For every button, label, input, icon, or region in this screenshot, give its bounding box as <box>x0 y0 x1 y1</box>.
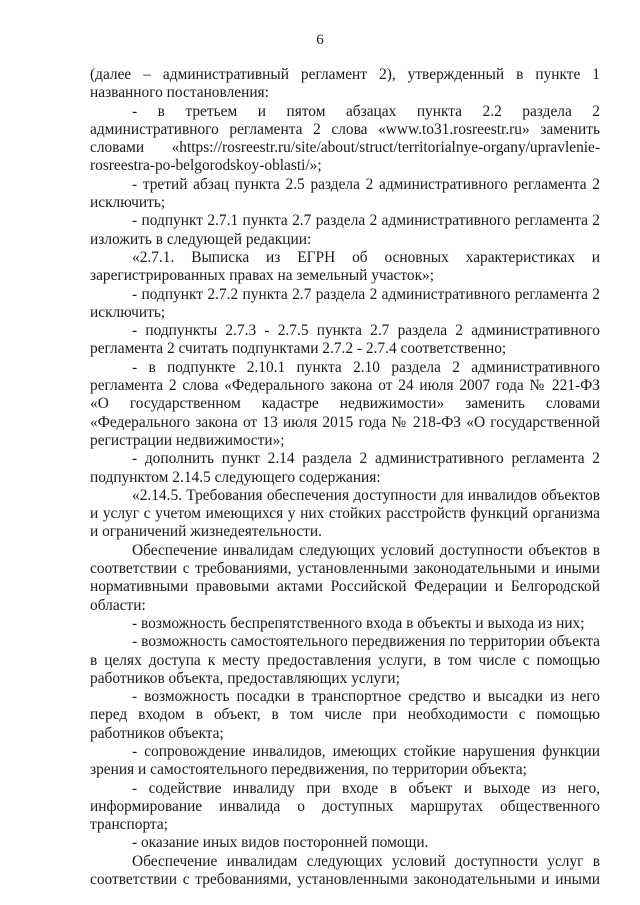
text-line: - оказание иных видов посторонней помощи. <box>132 834 429 852</box>
text-line: «2.14.5. Требования обеспечения доступности для инвалидов объектов <box>132 486 600 504</box>
text-line: - подпункт 2.7.1 пункта 2.7 раздела 2 административного регламента 2 <box>132 212 600 230</box>
text-line: в целях доступа к месту предоставления услуги, в том числе с помощью <box>90 651 600 669</box>
text-line: - подпункт 2.7.2 пункта 2.7 раздела 2 административного регламента 2 <box>132 285 600 303</box>
text-line: - содействие инвалиду при входе в объект и выходе из него, <box>132 779 600 797</box>
text-line: - возможность посадки в транспортное средство и высадки из него <box>132 688 600 706</box>
text-line: (далее – административный регламент 2), утвержденный в пункте 1 <box>90 66 600 83</box>
text-line: работников объекта, предоставляющих услуги; <box>90 669 400 687</box>
text-line: и услуг с учетом имеющихся у них стойких расстройств функций организма <box>90 505 600 523</box>
text-line: «О государственном кадастре недвижимости» заменить словами <box>90 395 600 413</box>
text-line: - третий абзац пункта 2.5 раздела 2 административного регламента 2 <box>132 175 600 193</box>
text-line: «Федерального закона от 13 июля 2015 года № 218-ФЗ «О государственной <box>90 413 600 431</box>
text-line: - дополнить пункт 2.14 раздела 2 административного регламента 2 <box>132 450 600 468</box>
text-line: изложить в следующей редакции: <box>90 230 312 248</box>
text-line: регламента 2 считать подпунктами 2.7.2 - 2.7.4 соответственно; <box>90 340 507 358</box>
text-line: - возможность беспрепятственного входа в объекты и выхода из них; <box>132 614 585 632</box>
document-body <box>90 66 600 889</box>
text-line: исключить; <box>90 303 166 321</box>
text-line: информирование инвалида о доступных маршрутах общественного <box>90 797 600 815</box>
text-line: Обеспечение инвалидам следующих условий доступности объектов в <box>132 541 600 559</box>
text-line: зрения и самостоятельного передвижения, по территории объекта; <box>90 761 527 779</box>
text-line: регламента 2 слова «Федерального закона от 24 июля 2007 года № 221-ФЗ <box>90 377 600 395</box>
text-line: работников объекта; <box>90 724 224 742</box>
text-line: названного постановления: <box>90 84 269 102</box>
text-line: области: <box>90 596 146 614</box>
text-line: перед входом в объект, в том числе при необходимости с помощью <box>90 706 600 724</box>
text-line: исключить; <box>90 194 166 212</box>
text-line: соответствии с требованиями, установленными законодательными и иными <box>90 560 600 578</box>
text-line: - сопровождение инвалидов, имеющих стойкие нарушения функции <box>132 742 600 760</box>
text-line: административного регламента 2 слова «www.to31.rosreestr.ru» заменить <box>90 120 600 138</box>
text-line: соответствии с требованиями, установленными законодательными и иными <box>90 871 600 889</box>
text-line: «2.7.1. Выписка из ЕГРН об основных характеристиках и <box>132 248 600 266</box>
text-line: rosreestra-po-belgorodskoy-oblasti/»; <box>90 157 322 175</box>
text-line: - подпункты 2.7.3 - 2.7.5 пункта 2.7 раздела 2 административного <box>132 322 600 340</box>
page-number: 6 <box>316 32 324 48</box>
text-line: транспорта; <box>90 816 168 834</box>
text-line: зарегистрированных правах на земельный участок»; <box>90 267 435 285</box>
text-line: - в подпункте 2.10.1 пункта 2.10 раздела 2 административного <box>132 358 600 376</box>
text-line: - в третьем и пятом абзацах пункта 2.2 раздела 2 <box>132 102 600 120</box>
text-line: подпунктом 2.14.5 следующего содержания: <box>90 468 381 486</box>
text-line: словами «https://rosreestr.ru/site/about/struct/territorialnye-organy/upravlenie- <box>90 139 600 157</box>
text-line: нормативными правовыми актами Российской Федерации и Белгородской <box>90 578 600 596</box>
text-line: - возможность самостоятельного передвижения по территории объекта <box>132 633 600 651</box>
text-line: Обеспечение инвалидам следующих условий доступности услуг в <box>132 852 600 870</box>
text-line: регистрации недвижимости»; <box>90 431 285 449</box>
text-line: и ограничений жизнедеятельности. <box>90 523 322 541</box>
